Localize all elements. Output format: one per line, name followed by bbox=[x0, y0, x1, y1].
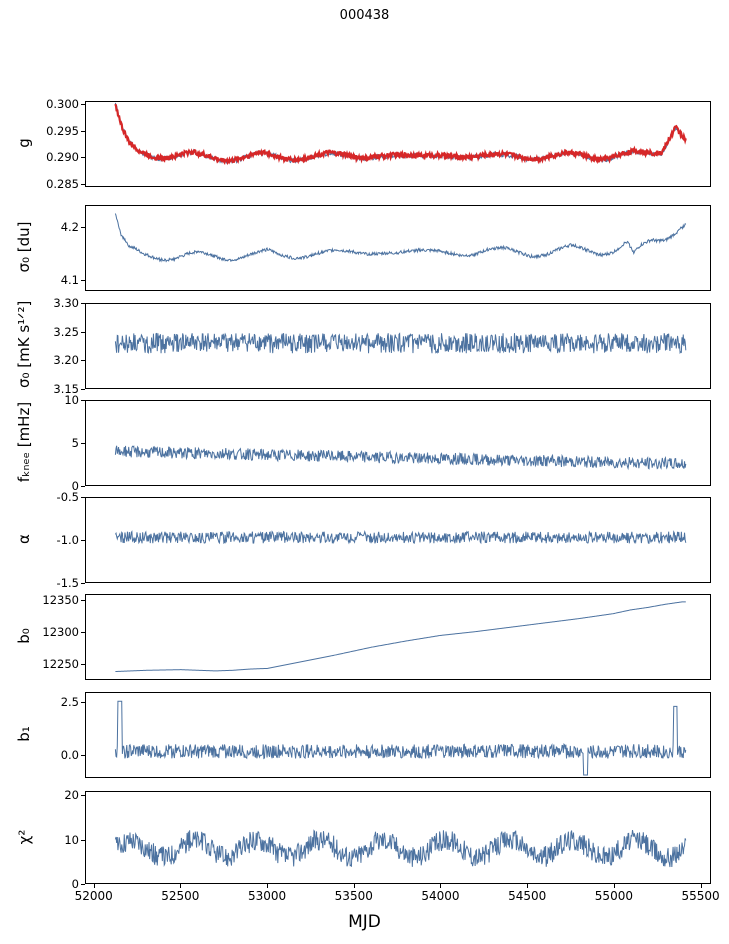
xtick-label: 52500 bbox=[161, 889, 200, 903]
ytick-label: -1.5 bbox=[56, 576, 79, 590]
xtick-mark bbox=[614, 884, 615, 888]
xtick-mark bbox=[94, 884, 95, 888]
ytick-mark bbox=[81, 400, 85, 401]
xtick-label: 53000 bbox=[247, 889, 287, 903]
ytick-label: 10 bbox=[64, 832, 79, 847]
ytick-mark bbox=[81, 755, 85, 756]
yaxis-ticks-b1 bbox=[31, 692, 79, 778]
plot-panel-sigma0 bbox=[85, 205, 711, 291]
yaxis-ticks-b0 bbox=[31, 594, 79, 680]
ytick-mark bbox=[81, 184, 85, 185]
ytick-label: 3.20 bbox=[53, 353, 79, 368]
plot-panel-g bbox=[85, 101, 711, 187]
ytick-label: 3.15 bbox=[53, 382, 79, 396]
ytick-label: 12350 bbox=[42, 593, 79, 608]
xtick-mark bbox=[527, 884, 528, 888]
plot-panel-chi2 bbox=[85, 791, 711, 884]
yaxis-ticks-alpha bbox=[31, 490, 79, 590]
xtick-mark bbox=[354, 884, 355, 888]
yaxis-label-b1: b₁ bbox=[15, 726, 33, 742]
plot-panel-f_knee bbox=[85, 400, 711, 486]
ytick-mark bbox=[81, 540, 85, 541]
ytick-mark bbox=[81, 227, 85, 228]
series-data bbox=[115, 104, 685, 162]
ytick-label: 0.300 bbox=[46, 96, 79, 111]
plot-panel-b0 bbox=[85, 594, 711, 680]
ytick-mark bbox=[81, 632, 85, 633]
ytick-mark bbox=[81, 884, 85, 885]
ytick-mark bbox=[81, 443, 85, 444]
xtick-mark bbox=[440, 884, 441, 888]
ytick-label: 0.290 bbox=[46, 150, 79, 165]
ytick-mark bbox=[81, 157, 85, 158]
ytick-mark bbox=[81, 486, 85, 487]
ytick-mark bbox=[81, 497, 85, 498]
yaxis-ticks-f_knee bbox=[31, 393, 79, 493]
xtick-label: 52000 bbox=[74, 889, 113, 903]
yaxis-ticks-chi2 bbox=[31, 788, 79, 891]
ytick-label: 0.295 bbox=[46, 123, 79, 138]
xtick-label: 54000 bbox=[421, 889, 460, 903]
yaxis-label-sigma0: σ₀ [du] bbox=[15, 221, 33, 273]
ytick-mark bbox=[81, 664, 85, 665]
ytick-mark bbox=[81, 702, 85, 703]
ytick-label: 0.285 bbox=[46, 177, 79, 192]
ytick-label: 5 bbox=[71, 436, 79, 450]
ytick-mark bbox=[81, 795, 85, 796]
xaxis-label: MJD bbox=[348, 912, 381, 932]
ytick-label: 4.1 bbox=[60, 273, 79, 288]
ytick-mark bbox=[81, 303, 85, 304]
ytick-label: 20 bbox=[64, 788, 79, 803]
yaxis-label-g: g bbox=[15, 138, 33, 148]
ytick-mark bbox=[81, 840, 85, 841]
ytick-label: 3.25 bbox=[53, 324, 79, 339]
series-f_knee bbox=[115, 446, 685, 469]
series-chi2 bbox=[115, 830, 685, 867]
ytick-label: -1.0 bbox=[56, 533, 79, 547]
plot-panel-b1 bbox=[85, 692, 711, 778]
xtick-label: 55500 bbox=[681, 889, 720, 903]
yaxis-ticks-sigma_theta bbox=[31, 296, 79, 396]
xtick-label: 55000 bbox=[594, 889, 633, 903]
ytick-mark bbox=[81, 131, 85, 132]
ytick-label: 4.2 bbox=[60, 219, 79, 234]
yaxis-label-f_knee: fₖₙₑₑ [mHz] bbox=[15, 401, 33, 483]
yaxis-ticks-sigma0 bbox=[31, 205, 79, 291]
series-b0 bbox=[115, 602, 685, 672]
ytick-label: 10 bbox=[64, 393, 79, 407]
ytick-mark bbox=[81, 583, 85, 584]
ytick-label: 2.5 bbox=[60, 695, 79, 710]
ytick-mark bbox=[81, 600, 85, 601]
yaxis-ticks-g bbox=[31, 96, 79, 192]
ytick-mark bbox=[81, 280, 85, 281]
ytick-mark bbox=[81, 389, 85, 390]
ytick-label: 12300 bbox=[42, 625, 79, 640]
yaxis-label-alpha: α bbox=[15, 534, 33, 544]
plot-panel-alpha bbox=[85, 497, 711, 583]
ytick-mark bbox=[81, 104, 85, 105]
ytick-label: 0.0 bbox=[60, 747, 79, 762]
series-sigma0 bbox=[115, 213, 685, 261]
plot-panel-sigma_theta bbox=[85, 303, 711, 389]
xtick-mark bbox=[267, 884, 268, 888]
ytick-mark bbox=[81, 332, 85, 333]
ytick-label: 0 bbox=[71, 877, 79, 891]
xtick-label: 53500 bbox=[334, 889, 373, 903]
ytick-label: 0 bbox=[71, 479, 79, 493]
xtick-mark bbox=[180, 884, 181, 888]
figure-title: 000438 bbox=[339, 8, 390, 23]
yaxis-label-sigma_theta: σ₀ [mK s¹ᐟ²] bbox=[15, 300, 33, 388]
ytick-label: -0.5 bbox=[56, 490, 79, 504]
ytick-label: 12250 bbox=[42, 657, 79, 672]
ytick-label: 3.30 bbox=[53, 296, 79, 310]
ytick-mark bbox=[81, 360, 85, 361]
xtick-label: 54500 bbox=[508, 889, 547, 903]
series-alpha bbox=[115, 532, 685, 544]
series-b1 bbox=[115, 701, 685, 775]
xtick-mark bbox=[701, 884, 702, 888]
series-sigma bbox=[115, 333, 685, 353]
yaxis-label-b0: b₀ bbox=[15, 628, 33, 644]
yaxis-label-chi2: χ² bbox=[15, 829, 33, 844]
